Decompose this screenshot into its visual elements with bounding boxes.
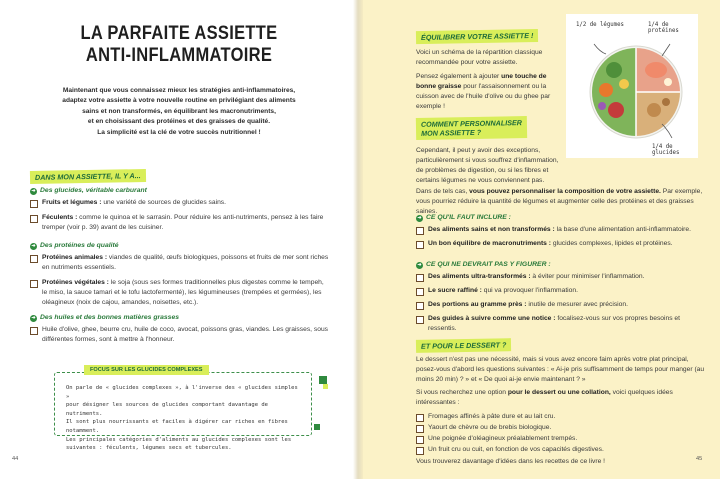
intro-paragraph xyxy=(28,86,330,138)
section-heading xyxy=(30,166,146,184)
paragraph: Voici un schéma de la répartition classique recommandée pour votre assiette. xyxy=(416,49,543,66)
focus-line: pour désigner les sources de glucides comportant davantage de nutriments. xyxy=(66,402,268,417)
book-gutter xyxy=(353,0,363,479)
plate-illustration xyxy=(566,14,698,158)
group-title: ➜ Des glucides, véritable carburant xyxy=(31,187,147,194)
label-proteins: 1/4 de protéines xyxy=(648,22,679,34)
checkbox-icon xyxy=(30,327,38,335)
focus-title: FOCUS SUR LES GLUCIDES COMPLEXES xyxy=(84,365,209,375)
intro-line: adaptez votre assiette à votre nouvelle routine en privilégiant des aliments xyxy=(62,97,296,105)
paragraph: Si vous recherchez une option pour le dessert ou une collation, voici quelques idées intéressantes : xyxy=(416,389,673,406)
arrow-right-icon: ➜ xyxy=(31,242,36,249)
list-item: Protéines végétales : le soja (sous ses formes traditionnelles plus digestes comme le tempeh, le miso, la sauce tamari et le tofu lactofermenté), les légumineuses (trempées et germées), les oléagineux (noix de cajou, amandes, noisettes, etc.). xyxy=(30,278,330,308)
label-carbs: 1/4 de glucides xyxy=(652,144,680,156)
group-huiles xyxy=(30,313,330,345)
label-vegetables: 1/2 de légumes xyxy=(576,22,624,28)
arrow-right-icon: ➜ xyxy=(417,261,422,268)
checkbox-icon xyxy=(416,274,424,282)
checkbox-icon xyxy=(416,288,424,296)
list-item: Des aliments ultra-transformés : à éviter pour minimiser l'inflammation. xyxy=(416,272,706,282)
decor-square xyxy=(319,376,327,384)
paragraph: Dans de tels cas, vous pouvez personnaliser la composition de votre assiette. Par exemple, vous pourriez réduire la quantité de légumes et augmenter celle des protéines et des graisses saines. xyxy=(416,188,703,215)
heading-equilibrer: ÉQUILIBRER VOTRE ASSIETTE ! xyxy=(416,26,538,44)
list-item: Un bon équilibre de macronutriments : glucides complexes, lipides et protéines. xyxy=(416,239,706,249)
checkbox-icon xyxy=(416,316,424,324)
paragraph: Cependant, il peut y avoir des exceptions, particulièrement si vous souffrez d'inflammation, de problèmes de digestion, ou si les fibres et certains légumes ne vous conviennent pas. xyxy=(416,147,559,184)
list-item: Le sucre raffiné : qui va provoquer l'inflammation. xyxy=(416,286,706,296)
decor-square xyxy=(323,384,328,389)
checkbox-icon xyxy=(416,302,424,310)
list-item: Des portions au gramme près : inutile de mesurer avec précision. xyxy=(416,300,706,310)
plate-diagram xyxy=(566,14,698,158)
page-title-line1: LA PARFAITE ASSIETTE xyxy=(80,22,278,44)
exclude-section: ➜ CE QUI NE DEVRAIT PAS Y FIGURER : Des aliments ultra-transformés : à éviter pour minimiser l'inflammation. Le sucre raffiné : qui va provoquer l'inflammation. Des portions au gramme près : inutile de mesurer avec précision. Des guides à suivre comme une notice : focalisez-vous sur vos propres besoins et ressentis. xyxy=(416,260,706,334)
focus-line: Les principales catégories d'aliments au glucides complexes sont les xyxy=(66,436,292,443)
paragraph: Pensez également à ajouter une touche de bonne graisse pour l'assaisonnement ou la cuisson avec de l'huile d'olive ou du ghee par exemple ! xyxy=(416,73,551,110)
group-proteines xyxy=(30,241,330,308)
include-section: ➜ CE QU'IL FAUT INCLURE : Des aliments sains et non transformés : la base d'une alimentation anti-inflammatoire. Un bon équilibre de macronutriments : glucides complexes, lipides et protéines. xyxy=(416,213,706,249)
list-item: Des guides à suivre comme une notice : focalisez-vous sur vos propres besoins et ressentis. xyxy=(416,314,706,334)
list-item: Fruits et légumes : une variété de sources de glucides sains. xyxy=(30,198,330,208)
checkbox-icon xyxy=(416,425,424,433)
page-number: 44 xyxy=(12,456,19,462)
checkbox-icon xyxy=(416,227,424,235)
arrow-right-icon: ➜ xyxy=(31,187,36,194)
heading-dessert: ET POUR LE DESSERT ? xyxy=(416,335,511,353)
group-title: ➜ Des protéines de qualité xyxy=(31,242,119,249)
list-item: Yaourt de chèvre ou de brebis biologique. xyxy=(416,423,706,433)
list-item: Une poignée d'oléagineux préalablement trempés. xyxy=(416,434,706,444)
personnaliser-text xyxy=(416,146,706,217)
focus-line: On parle de « glucides complexes », à l'inverse des « glucides simples » xyxy=(66,385,298,400)
checkbox-icon xyxy=(30,255,38,263)
list-item: Huile d'olive, ghee, beurre cru, huile de coco, avocat, poissons gras, viandes. Les graisses, sous différentes formes, sont à mettre à l'honneur. xyxy=(30,325,330,345)
group-title: ➜ Des huiles et des bonnes matières grasses xyxy=(31,314,180,321)
decor-square xyxy=(314,424,320,430)
list-item: Un fruit cru ou cuit, en fonction de vos capacités digestives. xyxy=(416,445,706,455)
section-heading-label: DANS MON ASSIETTE, IL Y A... xyxy=(30,169,146,184)
page-number: 45 xyxy=(696,456,703,462)
paragraph: Le dessert n'est pas une nécessité, mais si vous avez encore faim après votre plat principal, posez-vous d'abord les questions suivantes : « Ai-je pris suffisamment de temps pour manger (au moins 20 min) ? » et « De quoi ai-je envie maintenant ? » xyxy=(416,356,705,383)
list-item: Protéines animales : viandes de qualité, œufs biologiques, poissons et fruits de mer sont riches en nutriments essentiels. xyxy=(30,253,330,273)
focus-text xyxy=(66,384,304,453)
checkbox-icon xyxy=(30,280,38,288)
list-item: Des aliments sains et non transformés : la base d'une alimentation anti-inflammatoire. xyxy=(416,225,706,235)
intro-line: sains et non transformés, en équilibrant les macronutriments, xyxy=(82,107,276,115)
intro-line: La simplicité est la clé de votre succès nutritionnel ! xyxy=(97,128,261,136)
paragraph: Vous trouverez davantage d'idées dans les recettes de ce livre ! xyxy=(416,458,606,465)
list-item: Fromages affinés à pâte dure et au lait cru. xyxy=(416,412,706,422)
checkbox-icon xyxy=(30,200,38,208)
left-page xyxy=(0,0,358,479)
checkbox-icon xyxy=(416,447,424,455)
list-item: Féculents : comme le quinoa et le sarrasin. Pour réduire les anti-nutriments, pensez à les faire tremper (voir p. 39) avant de les cuisiner. xyxy=(30,213,330,233)
page-title-line2: ANTI-INFLAMMATOIRE xyxy=(85,44,273,66)
heading-personnaliser: COMMENT PERSONNALISER MON ASSIETTE ? xyxy=(416,117,527,140)
checkbox-icon xyxy=(416,436,424,444)
focus-line: Il sont plus nourrissants et faciles à digérer car riches en fibres notamment. xyxy=(66,419,288,434)
checkbox-icon xyxy=(416,241,424,249)
checkbox-icon xyxy=(416,414,424,422)
dessert-text xyxy=(416,355,706,467)
focus-line: suivantes : féculents, légumes secs et tubercules. xyxy=(66,445,232,452)
checkbox-icon xyxy=(30,215,38,223)
group-glucides xyxy=(30,186,330,233)
arrow-right-icon: ➜ xyxy=(417,214,422,221)
arrow-right-icon: ➜ xyxy=(31,314,36,321)
intro-line: et en choisissant des protéines et des graisses de qualité. xyxy=(87,118,271,126)
intro-line: Maintenant que vous connaissez mieux les stratégies anti-inflammatoires, xyxy=(62,87,296,94)
equilibrer-text xyxy=(416,48,558,112)
